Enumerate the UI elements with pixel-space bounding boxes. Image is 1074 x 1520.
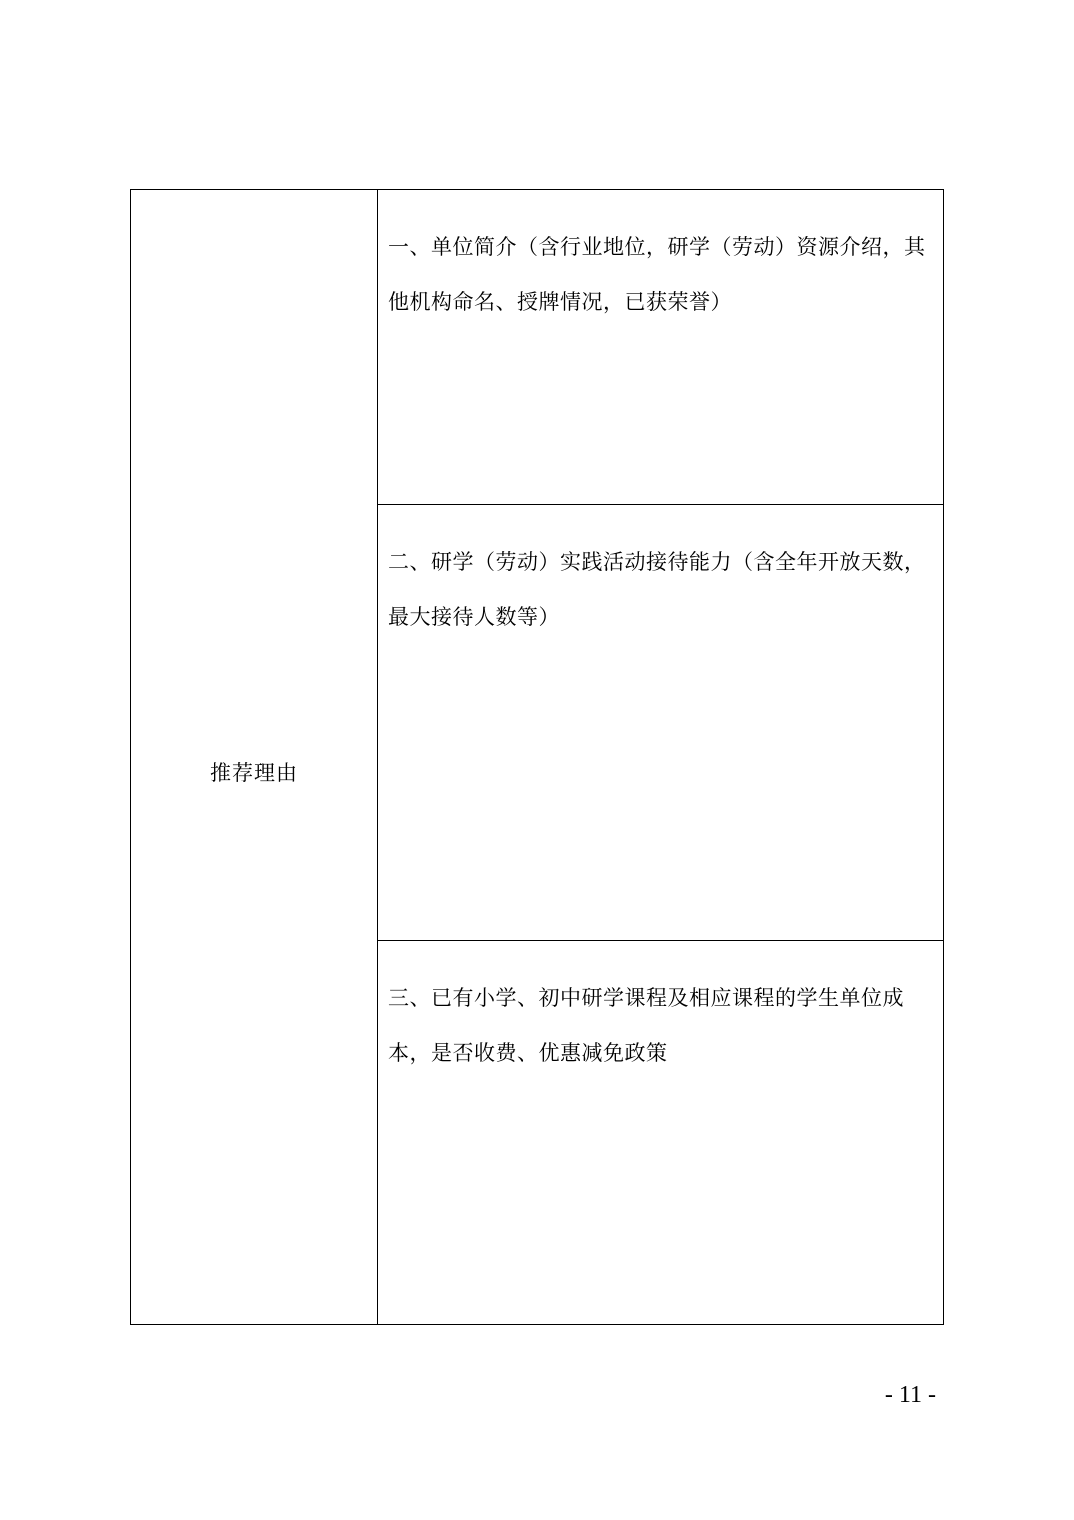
section-course-cost[interactable] bbox=[378, 941, 943, 1324]
content-column bbox=[378, 190, 943, 1324]
page-number: - 11 - bbox=[884, 1382, 936, 1408]
section-reception-capacity[interactable] bbox=[378, 505, 943, 941]
section-heading: 三、已有小学、初中研学课程及相应课程的学生单位成本，是否收费、优惠减免政策 bbox=[388, 986, 904, 1065]
section-heading: 二、研学（劳动）实践活动接待能力（含全年开放天数，最大接待人数等） bbox=[388, 550, 926, 629]
recommendation-form-table bbox=[130, 189, 944, 1325]
section-unit-intro[interactable] bbox=[378, 190, 943, 505]
row-label-cell bbox=[131, 190, 378, 1324]
section-heading: 一、单位简介（含行业地位，研学（劳动）资源介绍，其他机构命名、授牌情况，已获荣誉） bbox=[388, 235, 926, 314]
row-label: 推荐理由 bbox=[210, 761, 298, 785]
